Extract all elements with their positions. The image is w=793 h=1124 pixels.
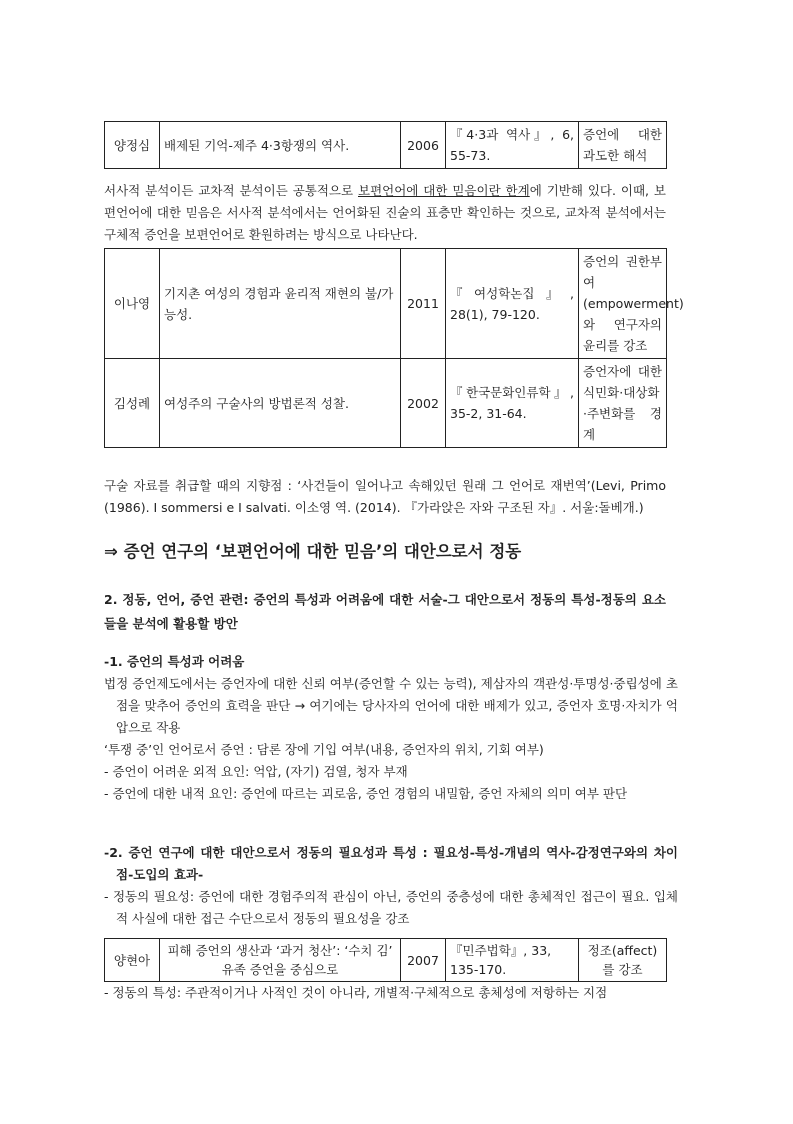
- title-cell: 배제된 기억-제주 4·3항쟁의 역사.: [160, 122, 401, 169]
- paragraph-court-testimony: 법정 증언제도에서는 증언자에 대한 신뢰 여부(증언할 수 있는 능력), 제삼자의 객관성·투명성·중립성에 초점을 맞추어 증언의 효력을 판단 → 여기에는 당사자의 언어에 대한 배제가 있고, 증언자 호명·자치가 억압으로 작용: [104, 676, 678, 735]
- note-cell: 증언의 권한부여(empowerment)와 연구자의 윤리를 강조: [579, 249, 667, 359]
- table-row: [105, 249, 667, 359]
- table-row: [105, 359, 667, 448]
- reference-table-3: [104, 938, 667, 982]
- reference-table-2: [104, 248, 684, 448]
- source-cell: 『여성학논집』, 28(1), 79-120.: [446, 249, 579, 359]
- source-cell: 『한국문화인류학』, 35-2, 31-64.: [446, 359, 579, 448]
- table-row: [105, 939, 667, 982]
- paragraph-struggle-language: ‘투쟁 중’인 언어로서 증언 : 담론 장에 기입 여부(내용, 증언자의 위치, 기회 여부): [104, 742, 544, 757]
- year-cell: 2002: [401, 359, 446, 448]
- section-2-heading: 2. 정동, 언어, 증언 관련: 증언의 특성과 어려움에 대한 서술-그 대안으로서 정동의 특성-정동의 요소들을 분석에 활용할 방안: [104, 592, 666, 631]
- list-item: - 증언이 어려운 외적 요인: 억압, (자기) 검열, 청자 부재: [104, 764, 408, 779]
- paragraph-oral-data: 구술 자료를 취급할 때의 지향점 : ‘사건들이 일어나고 속해있던 원래 그 언어로 재번역’(Levi, Primo (1986). I sommersi e I salvati. 이소영 역. (2014). 『가라앉은 자와 구조된 자』. 서울:돌베개.): [104, 478, 666, 515]
- note-cell: 증언자에 대한 식민화·대상화·주변화를 경계: [579, 359, 667, 448]
- year-cell: 2006: [401, 122, 446, 169]
- note-cell: 정조(affect)를 강조: [579, 939, 667, 982]
- reference-table-1: [104, 121, 667, 169]
- title-cell: 피해 증언의 생산과 ‘과거 청산’: ‘수치 김’ 유족 증언을 중심으로: [160, 939, 401, 982]
- conclusion-heading: ⇒ 증언 연구의 ‘보편언어에 대한 믿음’의 대안으로서 정동: [104, 542, 522, 561]
- paragraph-universal-language: [104, 180, 666, 246]
- year-cell: 2011: [401, 249, 446, 359]
- author-cell: 양현아: [105, 939, 160, 982]
- year-cell: 2007: [401, 939, 446, 982]
- source-cell: 『4·3과 역사』, 6, 55-73.: [446, 122, 579, 169]
- source-cell: 『민주법학』, 33, 135-170.: [446, 939, 579, 982]
- list-item: - 정동의 필요성: 증언에 대한 경험주의적 관심이 아닌, 증언의 중층성에 대한 총체적인 접근이 필요. 입체적 사실에 대한 접근 수단으로서 정동의 필요성을 강조: [104, 889, 678, 926]
- paragraph-text: 서사적 분석이든 교차적 분석이든 공통적으로: [104, 183, 358, 198]
- subsection-1-heading: -1. 증언의 특성과 어려움: [104, 654, 245, 669]
- subsection-2-heading: -2. 증언 연구에 대한 대안으로서 정동의 필요성과 특성 : 필요성-특성-개념의 역사-감정연구와의 차이점-도입의 효과-: [104, 845, 678, 882]
- author-cell: 양정심: [105, 122, 160, 169]
- note-cell: 증언에 대한 과도한 해석: [579, 122, 667, 169]
- author-cell: 이나영: [105, 249, 160, 359]
- title-cell: 기지촌 여성의 경험과 윤리적 재현의 불/가능성.: [160, 249, 401, 359]
- author-cell: 김성례: [105, 359, 160, 448]
- title-cell: 여성주의 구술사의 방법론적 성찰.: [160, 359, 401, 448]
- table-row: [105, 122, 667, 169]
- paragraph-affect-characteristics: - 정동의 특성: 주관적이거나 사적인 것이 아니라, 개별적·구체적으로 총체성에 저항하는 지점: [104, 985, 608, 1000]
- paragraph-text: 에 기반해 있다. 이때, 보편언어에 대한 믿음은 서사적 분석에서는 언어화된 진술의 표층만 확인하는 것으로, 교차적 분석에서는 구체적 증언을 보편언어로 환원하려는 방식으로 나타난다.: [104, 183, 666, 242]
- list-item: - 증언에 대한 내적 요인: 증언에 따르는 괴로움, 증언 경험의 내밀함, 증언 자체의 의미 여부 판단: [104, 786, 628, 801]
- underlined-phrase: 보편언어에 대한 믿음이란 한계: [358, 183, 530, 198]
